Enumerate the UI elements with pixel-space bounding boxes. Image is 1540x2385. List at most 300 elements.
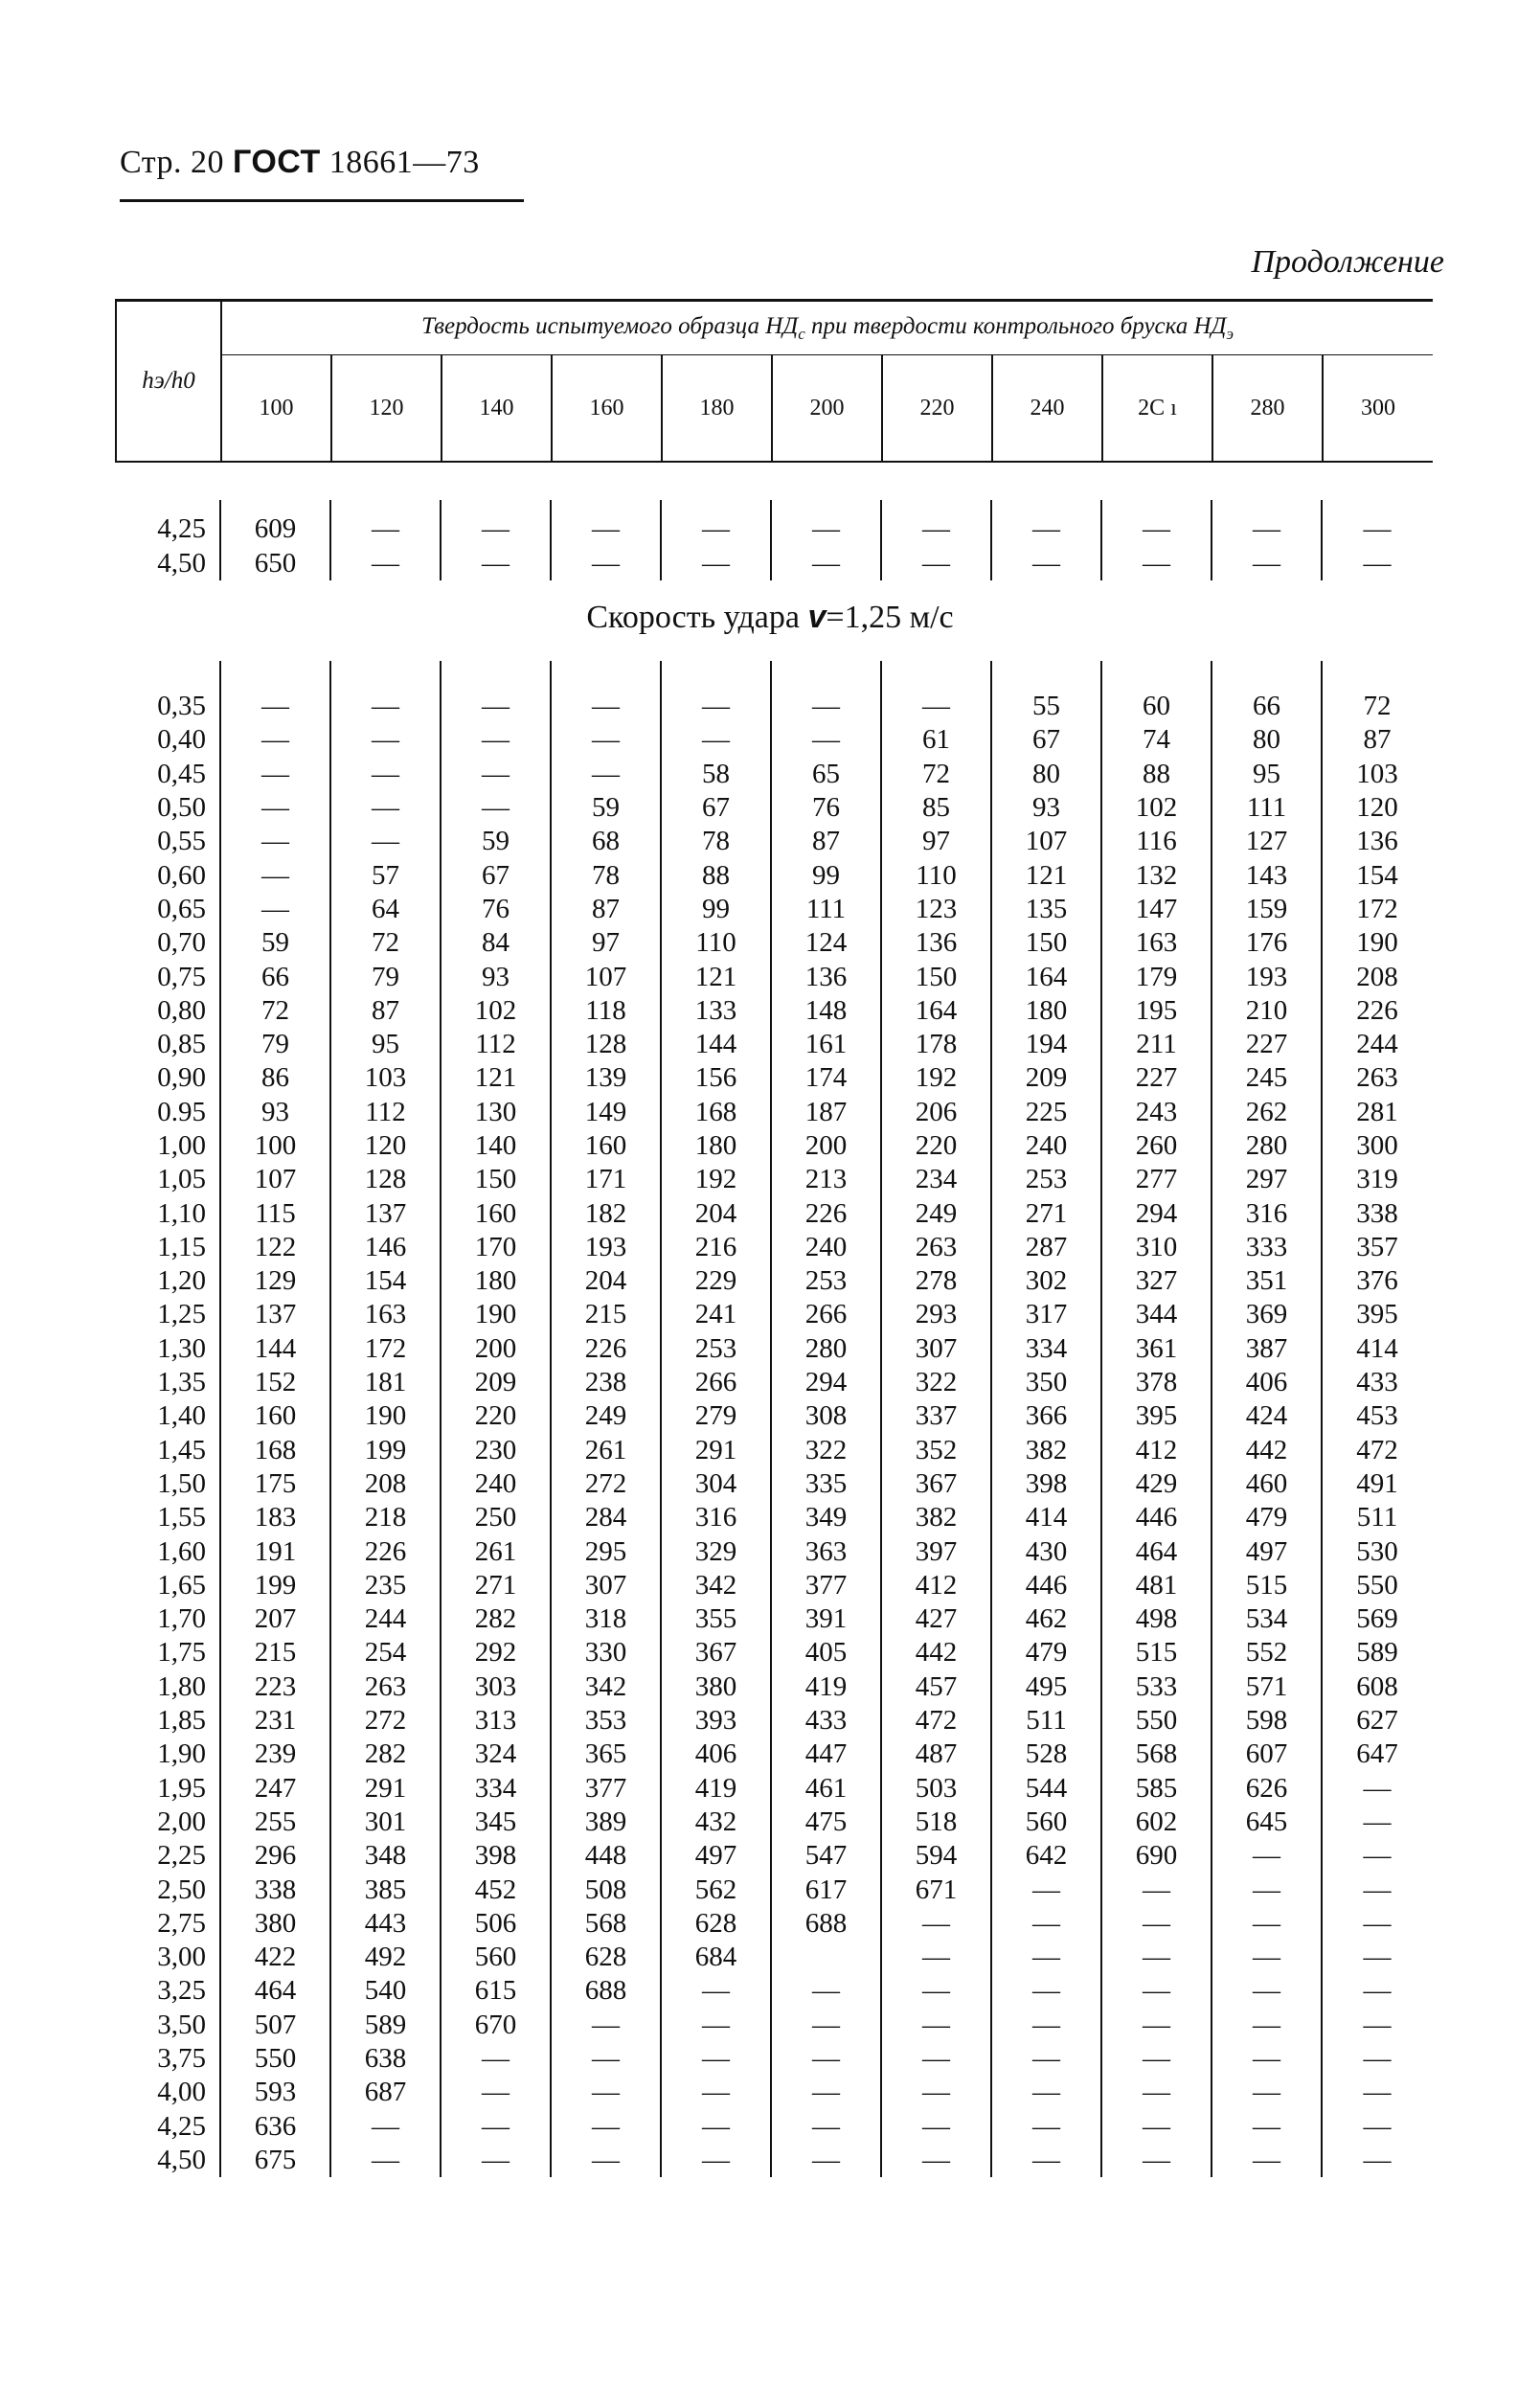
table-cell: — bbox=[1101, 1873, 1212, 1906]
table-cell: — bbox=[330, 661, 441, 723]
table-cell: 107 bbox=[220, 1163, 330, 1196]
table-row bbox=[115, 960, 1432, 993]
table-cell: 334 bbox=[991, 1332, 1101, 1366]
table-cell: 397 bbox=[881, 1534, 991, 1568]
table-cell: — bbox=[991, 2042, 1101, 2076]
row-label: 4,50 bbox=[157, 2144, 206, 2175]
table-row bbox=[115, 1636, 1432, 1670]
table-cell: 239 bbox=[220, 1738, 330, 1771]
table-cell: — bbox=[1322, 1772, 1432, 1806]
table-cell: 160 bbox=[220, 1399, 330, 1433]
table-cell: 72 bbox=[330, 926, 441, 960]
table-cell: 291 bbox=[330, 1772, 441, 1806]
table-cell: 627 bbox=[1322, 1704, 1432, 1738]
table-cell: 406 bbox=[661, 1738, 771, 1771]
table-cell: — bbox=[1101, 2009, 1212, 2042]
table-cell: — bbox=[551, 661, 661, 723]
table-cell: 227 bbox=[1101, 1061, 1212, 1095]
table-cell: — bbox=[330, 546, 441, 580]
table-row bbox=[115, 791, 1432, 825]
table-cell: 334 bbox=[441, 1772, 551, 1806]
table-cell: 182 bbox=[551, 1196, 661, 1230]
row-label: 0,40 bbox=[157, 724, 206, 756]
table-cell: 355 bbox=[661, 1602, 771, 1636]
row-label: 4,50 bbox=[157, 547, 206, 579]
table-cell: — bbox=[220, 825, 330, 858]
table-cell: 263 bbox=[1322, 1061, 1432, 1095]
table-row bbox=[115, 2144, 1432, 2177]
table-row bbox=[115, 758, 1432, 791]
table-cell: 562 bbox=[661, 1873, 771, 1906]
table-cell: 607 bbox=[1212, 1738, 1322, 1771]
table-cell: 487 bbox=[881, 1738, 991, 1771]
row-label: 0,85 bbox=[157, 1029, 206, 1060]
table-caption: Твердость испытуемого образца $НД_с$ при твердости контрольного бруска $НД_э$ bbox=[221, 301, 1433, 355]
table-cell: 180 bbox=[991, 994, 1101, 1028]
table-cell: 168 bbox=[220, 1434, 330, 1467]
table-cell: — bbox=[1322, 1907, 1432, 1941]
table-cell: 550 bbox=[1322, 1569, 1432, 1602]
table-cell: 481 bbox=[1101, 1569, 1212, 1602]
row-label: 4,25 bbox=[157, 2110, 206, 2142]
table-cell: 116 bbox=[1101, 825, 1212, 858]
table-cell: 461 bbox=[771, 1772, 881, 1806]
table-cell: 528 bbox=[991, 1738, 1101, 1771]
table-cell: 534 bbox=[1212, 1602, 1322, 1636]
table-cell: 530 bbox=[1322, 1534, 1432, 1568]
table-cell: — bbox=[551, 500, 661, 546]
table-cell: 223 bbox=[220, 1670, 330, 1704]
table-cell: 128 bbox=[551, 1028, 661, 1061]
table-cell: — bbox=[1212, 2076, 1322, 2109]
table-cell: 330 bbox=[551, 1636, 661, 1670]
table-cell: 405 bbox=[771, 1636, 881, 1670]
table-row bbox=[115, 1941, 1432, 1974]
table-cell: 272 bbox=[330, 1704, 441, 1738]
table-cell: 498 bbox=[1101, 1602, 1212, 1636]
table-cell: 192 bbox=[881, 1061, 991, 1095]
table-row bbox=[115, 858, 1432, 892]
table-cell: 318 bbox=[551, 1602, 661, 1636]
table-cell: 446 bbox=[1101, 1501, 1212, 1534]
table-cell: 385 bbox=[330, 1873, 441, 1906]
table-cell: 204 bbox=[661, 1196, 771, 1230]
table-cell: 171 bbox=[551, 1163, 661, 1196]
table-cell: 380 bbox=[661, 1670, 771, 1704]
table-cell: 412 bbox=[881, 1569, 991, 1602]
table-cell: 688 bbox=[551, 1974, 661, 2008]
table-cell: 180 bbox=[441, 1264, 551, 1298]
table-cell: 243 bbox=[1101, 1096, 1212, 1129]
table-row bbox=[115, 1332, 1432, 1366]
table-cell: 350 bbox=[991, 1366, 1101, 1399]
table-cell: 59 bbox=[441, 825, 551, 858]
table-cell: 427 bbox=[881, 1602, 991, 1636]
table-cell: 389 bbox=[551, 1806, 661, 1839]
table-cell: — bbox=[1101, 2076, 1212, 2109]
row-label: 1,95 bbox=[157, 1772, 206, 1804]
table-cell: 544 bbox=[991, 1772, 1101, 1806]
table-cell: — bbox=[661, 2076, 771, 2109]
table-row bbox=[115, 2109, 1432, 2143]
table-cell: — bbox=[551, 2076, 661, 2109]
table-cell: — bbox=[1212, 1941, 1322, 1974]
table-cell: 93 bbox=[441, 960, 551, 993]
table-cell: 254 bbox=[330, 1636, 441, 1670]
table-cell: — bbox=[991, 1873, 1101, 1906]
table-cell: — bbox=[991, 546, 1101, 580]
table-cell: 60 bbox=[1101, 661, 1212, 723]
table-cell: — bbox=[441, 723, 551, 757]
table-cell: 617 bbox=[771, 1873, 881, 1906]
table-row bbox=[115, 1772, 1432, 1806]
table-cell: — bbox=[991, 1907, 1101, 1941]
table-cell: 231 bbox=[220, 1704, 330, 1738]
table-cell: 226 bbox=[771, 1196, 881, 1230]
table-cell: 263 bbox=[330, 1670, 441, 1704]
table-cell: 112 bbox=[441, 1028, 551, 1061]
table-cell: — bbox=[881, 661, 991, 723]
table-cell: 377 bbox=[551, 1772, 661, 1806]
table-cell: — bbox=[1101, 2144, 1212, 2177]
table-cell: 495 bbox=[991, 1670, 1101, 1704]
table-cell: 226 bbox=[551, 1332, 661, 1366]
header-rule bbox=[120, 199, 524, 202]
row-label: 1,30 bbox=[157, 1332, 206, 1364]
table-cell: 76 bbox=[441, 893, 551, 926]
table-cell: 150 bbox=[991, 926, 1101, 960]
table-cell: 395 bbox=[1322, 1298, 1432, 1331]
table-cell: 227 bbox=[1212, 1028, 1322, 1061]
row-label: 1,00 bbox=[157, 1130, 206, 1161]
table-cell: 209 bbox=[991, 1061, 1101, 1095]
table-cell: 234 bbox=[881, 1163, 991, 1196]
table-cell: 147 bbox=[1101, 893, 1212, 926]
table-cell: 190 bbox=[441, 1298, 551, 1331]
table-cell: 378 bbox=[1101, 1366, 1212, 1399]
table-cell: 225 bbox=[991, 1096, 1101, 1129]
row-label: 0.95 bbox=[157, 1096, 206, 1127]
table-header bbox=[115, 299, 1433, 463]
table-cell: 123 bbox=[881, 893, 991, 926]
row-label: 2,75 bbox=[157, 1907, 206, 1939]
table-cell: 342 bbox=[661, 1569, 771, 1602]
table-cell: 460 bbox=[1212, 1467, 1322, 1501]
continued-rows-table bbox=[115, 500, 1432, 580]
table-cell: — bbox=[551, 758, 661, 791]
table-cell: 249 bbox=[881, 1196, 991, 1230]
table-cell: — bbox=[330, 2109, 441, 2143]
table-cell: 503 bbox=[881, 1772, 991, 1806]
table-cell: 507 bbox=[220, 2009, 330, 2042]
table-row bbox=[115, 723, 1432, 757]
table-cell: 229 bbox=[661, 1264, 771, 1298]
table-cell: 322 bbox=[771, 1434, 881, 1467]
table-cell: 244 bbox=[1322, 1028, 1432, 1061]
table-cell: 508 bbox=[551, 1873, 661, 1906]
table-cell: — bbox=[771, 1974, 881, 2008]
table-cell: 337 bbox=[881, 1399, 991, 1433]
table-cell: — bbox=[661, 1974, 771, 2008]
table-cell: 103 bbox=[330, 1061, 441, 1095]
table-cell: 220 bbox=[441, 1399, 551, 1433]
table-cell: 647 bbox=[1322, 1738, 1432, 1771]
table-cell: 429 bbox=[1101, 1467, 1212, 1501]
table-cell: 95 bbox=[330, 1028, 441, 1061]
table-cell: 319 bbox=[1322, 1163, 1432, 1196]
table-cell: 585 bbox=[1101, 1772, 1212, 1806]
table-cell: 238 bbox=[551, 1366, 661, 1399]
table-cell: 282 bbox=[330, 1738, 441, 1771]
table-cell: 497 bbox=[661, 1839, 771, 1873]
table-cell: 412 bbox=[1101, 1434, 1212, 1467]
table-cell: — bbox=[1212, 1873, 1322, 1906]
table-row bbox=[115, 2009, 1432, 2042]
table-row bbox=[115, 1264, 1432, 1298]
column-header: 100 bbox=[221, 355, 331, 463]
row-label: 1,60 bbox=[157, 1535, 206, 1567]
table-cell: 348 bbox=[330, 1839, 441, 1873]
table-cell: 78 bbox=[551, 858, 661, 892]
table-cell: — bbox=[881, 546, 991, 580]
table-cell: 67 bbox=[991, 723, 1101, 757]
table-cell: 304 bbox=[661, 1467, 771, 1501]
table-cell: 650 bbox=[220, 546, 330, 580]
table-cell: 398 bbox=[991, 1467, 1101, 1501]
table-cell: 442 bbox=[881, 1636, 991, 1670]
table-cell: — bbox=[771, 723, 881, 757]
table-cell: 61 bbox=[881, 723, 991, 757]
table-cell: 121 bbox=[441, 1061, 551, 1095]
table-cell: — bbox=[1322, 1873, 1432, 1906]
table-cell: — bbox=[661, 2109, 771, 2143]
table-cell: 406 bbox=[1212, 1366, 1322, 1399]
table-row bbox=[115, 1704, 1432, 1738]
table-cell: 261 bbox=[551, 1434, 661, 1467]
table-cell: — bbox=[1322, 1941, 1432, 1974]
table-cell: 464 bbox=[1101, 1534, 1212, 1568]
table-cell: 367 bbox=[661, 1636, 771, 1670]
table-cell: 211 bbox=[1101, 1028, 1212, 1061]
table-cell: 208 bbox=[330, 1467, 441, 1501]
table-cell: 628 bbox=[551, 1941, 661, 1974]
table-cell: 568 bbox=[551, 1907, 661, 1941]
axis-label: hэ/h0 bbox=[116, 301, 221, 463]
table-cell: 433 bbox=[1322, 1366, 1432, 1399]
table-cell: 598 bbox=[1212, 1704, 1322, 1738]
table-cell: 316 bbox=[1212, 1196, 1322, 1230]
table-cell: 124 bbox=[771, 926, 881, 960]
row-label: 1,20 bbox=[157, 1265, 206, 1297]
table-row bbox=[115, 1974, 1432, 2008]
table-cell: 296 bbox=[220, 1839, 330, 1873]
table-cell: 86 bbox=[220, 1061, 330, 1095]
table-cell: 149 bbox=[551, 1096, 661, 1129]
table-row bbox=[115, 1907, 1432, 1941]
table-cell: — bbox=[441, 758, 551, 791]
page-number: Стр. 20 bbox=[120, 145, 225, 180]
table-cell: 55 bbox=[991, 661, 1101, 723]
table-cell: 609 bbox=[220, 500, 330, 546]
table-cell: — bbox=[220, 661, 330, 723]
table-cell: 163 bbox=[330, 1298, 441, 1331]
table-cell: — bbox=[1101, 2042, 1212, 2076]
table-cell: 395 bbox=[1101, 1399, 1212, 1433]
row-label: 0,80 bbox=[157, 994, 206, 1026]
table-cell: 361 bbox=[1101, 1332, 1212, 1366]
table-cell: 387 bbox=[1212, 1332, 1322, 1366]
table-cell: 65 bbox=[771, 758, 881, 791]
table-cell: 307 bbox=[881, 1332, 991, 1366]
table-cell: 317 bbox=[991, 1298, 1101, 1331]
row-label: 1,75 bbox=[157, 1637, 206, 1669]
table-cell: 540 bbox=[330, 1974, 441, 2008]
row-label: 1,50 bbox=[157, 1467, 206, 1499]
table-cell: 199 bbox=[330, 1434, 441, 1467]
table-cell: — bbox=[1322, 2042, 1432, 2076]
table-row bbox=[115, 2076, 1432, 2109]
row-label: 3,25 bbox=[157, 1975, 206, 2007]
table-cell: 342 bbox=[551, 1670, 661, 1704]
table-row bbox=[115, 1569, 1432, 1602]
table-cell: 271 bbox=[441, 1569, 551, 1602]
table-cell: — bbox=[1212, 2109, 1322, 2143]
column-header: 300 bbox=[1323, 355, 1433, 463]
table-cell: 453 bbox=[1322, 1399, 1432, 1433]
table-cell: — bbox=[330, 723, 441, 757]
table-cell: 66 bbox=[1212, 661, 1322, 723]
table-cell: 511 bbox=[991, 1704, 1101, 1738]
table-row bbox=[115, 1738, 1432, 1771]
table-cell: 128 bbox=[330, 1163, 441, 1196]
table-cell: 382 bbox=[881, 1501, 991, 1534]
table-cell: 99 bbox=[661, 893, 771, 926]
table-cell: 161 bbox=[771, 1028, 881, 1061]
table-cell: — bbox=[330, 758, 441, 791]
table-cell: 156 bbox=[661, 1061, 771, 1095]
table-cell: 338 bbox=[220, 1873, 330, 1906]
table-cell: 419 bbox=[771, 1670, 881, 1704]
table-cell: 353 bbox=[551, 1704, 661, 1738]
table-cell: 172 bbox=[330, 1332, 441, 1366]
table-cell: 675 bbox=[220, 2144, 330, 2177]
table-cell: — bbox=[551, 2109, 661, 2143]
table-cell: 230 bbox=[441, 1434, 551, 1467]
table-cell: 88 bbox=[661, 858, 771, 892]
table-cell: — bbox=[551, 2009, 661, 2042]
table-cell: — bbox=[881, 2109, 991, 2143]
table-row bbox=[115, 1839, 1432, 1873]
table-row bbox=[115, 1061, 1432, 1095]
table-cell: 294 bbox=[771, 1366, 881, 1399]
table-cell: — bbox=[1322, 1974, 1432, 2008]
table-cell: — bbox=[1322, 500, 1432, 546]
table-cell: 302 bbox=[991, 1264, 1101, 1298]
table-cell: 240 bbox=[991, 1129, 1101, 1163]
table-cell: — bbox=[661, 546, 771, 580]
table-cell: — bbox=[441, 661, 551, 723]
table-cell: 240 bbox=[441, 1467, 551, 1501]
table-cell: 308 bbox=[771, 1399, 881, 1433]
row-label: 0,55 bbox=[157, 826, 206, 857]
table-cell: 310 bbox=[1101, 1231, 1212, 1264]
table-cell: — bbox=[661, 2042, 771, 2076]
table-cell: 261 bbox=[441, 1534, 551, 1568]
column-header: 200 bbox=[772, 355, 882, 463]
table-cell: 111 bbox=[771, 893, 881, 926]
table-cell: 515 bbox=[1101, 1636, 1212, 1670]
row-label: 1,40 bbox=[157, 1400, 206, 1432]
table-cell: 87 bbox=[551, 893, 661, 926]
table-cell: 191 bbox=[220, 1534, 330, 1568]
row-label: 0,70 bbox=[157, 927, 206, 959]
table-cell: 183 bbox=[220, 1501, 330, 1534]
table-cell: 552 bbox=[1212, 1636, 1322, 1670]
table-cell: — bbox=[551, 723, 661, 757]
row-label: 0,90 bbox=[157, 1062, 206, 1094]
table-cell: 194 bbox=[991, 1028, 1101, 1061]
table-cell: 281 bbox=[1322, 1096, 1432, 1129]
table-cell: 170 bbox=[441, 1231, 551, 1264]
table-cell: — bbox=[1322, 2076, 1432, 2109]
table-cell: 615 bbox=[441, 1974, 551, 2008]
table-cell: 93 bbox=[220, 1096, 330, 1129]
table-cell: — bbox=[441, 546, 551, 580]
row-label: 3,50 bbox=[157, 2009, 206, 2040]
table-cell: 391 bbox=[771, 1602, 881, 1636]
table-cell: — bbox=[220, 791, 330, 825]
row-label: 1,10 bbox=[157, 1197, 206, 1229]
table-cell: 369 bbox=[1212, 1298, 1322, 1331]
table-cell: 287 bbox=[991, 1231, 1101, 1264]
table-cell: — bbox=[1212, 1907, 1322, 1941]
table-cell: 112 bbox=[330, 1096, 441, 1129]
table-cell: 628 bbox=[661, 1907, 771, 1941]
table-cell: 263 bbox=[881, 1231, 991, 1264]
table-cell: 472 bbox=[881, 1704, 991, 1738]
table-cell: 207 bbox=[220, 1602, 330, 1636]
table-cell: 452 bbox=[441, 1873, 551, 1906]
table-row bbox=[115, 994, 1432, 1028]
table-cell: — bbox=[220, 858, 330, 892]
table-cell: 414 bbox=[1322, 1332, 1432, 1366]
table-row bbox=[115, 1298, 1432, 1331]
row-label: 0,60 bbox=[157, 859, 206, 891]
table-cell: 327 bbox=[1101, 1264, 1212, 1298]
table-cell: — bbox=[1212, 2042, 1322, 2076]
table-cell: 338 bbox=[1322, 1196, 1432, 1230]
table-cell: 457 bbox=[881, 1670, 991, 1704]
table-cell: 110 bbox=[661, 926, 771, 960]
table-row bbox=[115, 1028, 1432, 1061]
table-cell: 297 bbox=[1212, 1163, 1322, 1196]
table-cell: 215 bbox=[220, 1636, 330, 1670]
table-cell: — bbox=[1212, 546, 1322, 580]
table-cell: 87 bbox=[771, 825, 881, 858]
table-cell: 688 bbox=[771, 1907, 881, 1941]
table-cell: 292 bbox=[441, 1636, 551, 1670]
table-cell: — bbox=[771, 2076, 881, 2109]
table-cell: 333 bbox=[1212, 1231, 1322, 1264]
continuation-label: Продолжение bbox=[1251, 244, 1444, 280]
table-row bbox=[115, 1096, 1432, 1129]
table-cell: 68 bbox=[551, 825, 661, 858]
table-cell: 164 bbox=[991, 960, 1101, 993]
table-cell: 295 bbox=[551, 1534, 661, 1568]
table-cell: 110 bbox=[881, 858, 991, 892]
table-cell: — bbox=[1212, 2009, 1322, 2042]
table-cell: 154 bbox=[1322, 858, 1432, 892]
